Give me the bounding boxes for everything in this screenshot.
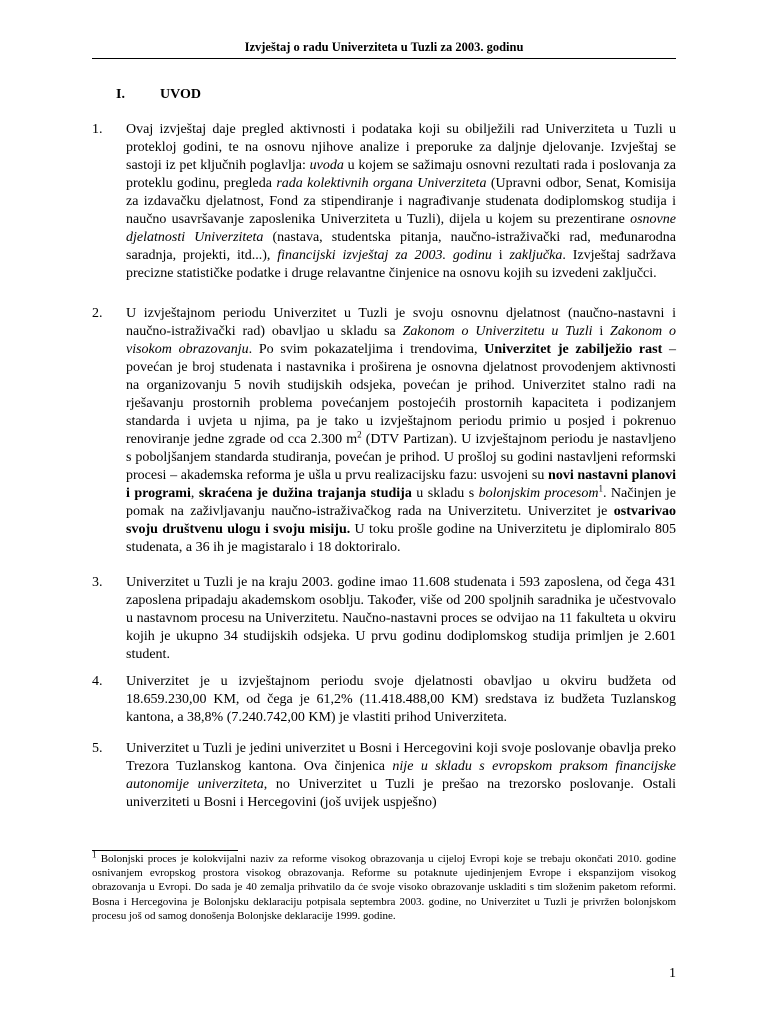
footnote bbox=[92, 849, 676, 923]
text-run: Ovaj izvještaj daje pregled aktivnosti i podataka koji su obilježili rad Univerziteta u Tuzli u protekloj godini, te na osnovu njihove analize i preporuke za daljnje djelovanje. Izvještaj se sastoji iz pet ključnih poglavlja: bbox=[126, 122, 676, 173]
section-heading bbox=[116, 87, 201, 103]
paragraph-number: 4. bbox=[92, 674, 103, 689]
text-run: i bbox=[592, 324, 611, 339]
paragraph-4 bbox=[92, 673, 676, 727]
text-run: . Po svim pokazateljima i trendovima, bbox=[248, 342, 485, 357]
page-number: 1 bbox=[669, 966, 676, 981]
text-run-bold: ostvarivao svoju društvenu ulogu i svoju misiju. bbox=[126, 504, 676, 537]
footnote-reference[interactable]: 1 bbox=[598, 483, 603, 494]
footnote-mark: 1 bbox=[92, 849, 97, 860]
text-run-italic: bolonjskim procesom bbox=[478, 486, 599, 501]
section-title: UVOD bbox=[160, 87, 201, 102]
text-run: u kojem se sažimaju osnovni rezultati rada i poslovanja za proteklu godinu, pregleda bbox=[126, 158, 676, 191]
footnote-separator bbox=[92, 850, 238, 851]
page-header-title: Izvještaj o radu Univerziteta u Tuzli za 2003. godinu bbox=[244, 40, 524, 54]
paragraph-text bbox=[126, 305, 676, 557]
paragraph-number: 2. bbox=[92, 306, 103, 321]
text-run-italic: Zakonom o visokom obrazovanju bbox=[126, 324, 676, 357]
paragraph-text bbox=[126, 740, 676, 812]
paragraph-5 bbox=[92, 740, 676, 812]
text-run: , no Univerzitet u Tuzli je prešao na trezorsko poslovanje. Ostali univerziteti u Bosni i Hercegovini (još uvijek uspješno) bbox=[126, 777, 676, 810]
text-run: (nastava, studentska pitanja, naučno-istraživački rad, međunarodna saradnja, projekti, itd...), bbox=[126, 230, 676, 263]
text-run-italic: financijski izvještaj za 2003. godinu bbox=[277, 248, 492, 263]
text-run-bold: novi nastavni planovi i programi bbox=[126, 468, 676, 501]
paragraph-1 bbox=[92, 121, 676, 283]
text-run: , bbox=[190, 486, 199, 501]
text-run-italic: zaključka bbox=[509, 248, 563, 263]
paragraph-3 bbox=[92, 574, 676, 664]
text-run: Univerzitet u Tuzli je jedini univerzitet u Bosni i Hercegovini koji svoje poslovanje obavlja preko Trezora Tuzlanskog kantona. Ova činjenica bbox=[126, 741, 676, 774]
text-run-bold: Univerzitet je zabilježio rast bbox=[484, 342, 663, 357]
section-number: I. bbox=[116, 87, 125, 102]
paragraph-text bbox=[126, 574, 676, 664]
text-run: – povećan je broj studenata i nastavnika i proširena je osnovna djelatnost provodenjem aktivnosti na organizovanju 5 novih studijskih odsjeka, povećan je prihod. Univerzitet stalno radi na rješavanju prostornih problema povećanjem postojećih prostornih kapaciteta i podizanjem standarda i uvjeta u njima, pa je tako u izvještajnom periodu primio u posjed i pokrenuo renoviranje jedne zgrade od cca 2.300 m bbox=[126, 342, 677, 447]
paragraph-text bbox=[126, 673, 676, 727]
text-run-italic: nije u skladu s evropskom praksom financijske autonomije univerziteta bbox=[126, 759, 676, 792]
text-run: (Upravni odbor, Senat, Komisija za izdavačku djelatnost, Fond za stipendiranje i nagrađivanje studenata dodiplomskog studija i naučno usavršavanje zaposlenika Univerziteta u Tuzli), dijela u kojem su prezentirane bbox=[126, 176, 676, 227]
text-run-bold: skraćena je dužina trajanja studija bbox=[198, 486, 412, 501]
superscript: 2 bbox=[357, 429, 362, 440]
text-run: U toku prošle godine na Univerzitetu je diplomiralo 805 studenata, a 36 ih je magistaralo i 18 doktoriralo. bbox=[126, 522, 676, 555]
text-run: Univerzitet u Tuzli je na kraju 2003. godine imao 11.608 studenata i 593 zaposlena, od čega 431 zaposlena pripadaju akademskom osoblju. Također, više od 200 spoljnih saradnika je učestvovalo u nastavnom procesu na Univerzitetu. Naučno-nastavni proces se odvijao na 11 fakulteta u okviru kojih je ukupno 34 studijskih odsjeka. U prvu godinu dodiplomskog studija primljen je 2.601 student. bbox=[126, 575, 676, 662]
text-run: u skladu s bbox=[411, 486, 479, 501]
text-run-italic: rada kolektivnih organa Univerziteta bbox=[276, 176, 487, 191]
text-run-italic: osnovne djelatnosti Univerziteta bbox=[126, 212, 676, 245]
text-run: i bbox=[491, 248, 510, 263]
text-run-italic: uvoda bbox=[309, 158, 344, 173]
paragraph-number: 3. bbox=[92, 575, 103, 590]
text-run: U izvještajnom periodu Univerzitet u Tuzli je svoju osnovnu djelatnost (naučno-nastavni i naučno-istraživački rad) obavljao u skladu sa bbox=[126, 306, 676, 339]
text-run-italic: Zakonom o Univerzitetu u Tuzli bbox=[402, 324, 593, 339]
footnote-text: Bolonjski proces je kolokvijalni naziv za reforme visokog obrazovanja u cijeloj Evropi koje se trebaju okončati 2010. godine osnivanjem evropskog prostora visokog obrazovanja. Reforme su potaknute ujedinjenjem Evrope i ekspanzijom visokog obrazovanja u Evropi. Do sada je 40 zemalja prihvatilo da će svoje visoko obrazovanje uskladiti s tim složenim paketom reformi. Bosna i Hercegovina je Bolonjsku deklaraciju potpisala septembra 2003. godine, no Univerzitet u Tuzli je privržen bolonjskom procesu još od samog donošenja Bolonjske deklaracije 1999. godine. bbox=[92, 853, 676, 922]
text-run: Univerzitet je u izvještajnom periodu svoje djelatnosti obavljao u okviru budžeta od 18.659.230,00 KM, od čega je 61,2% (11.418.488,00 KM) sredstava iz budžeta Tuzlanskog kantona, a 38,8% (7.240.742,00 KM) je vlastiti prihod Univerziteta. bbox=[126, 674, 676, 725]
text-run: (DTV Partizan). U izvještajnom periodu je nastavljeno s poboljšanjem standarda studiranja, povećan je prihod. U prošloj su godini nastavljeni reformski procesi – akademska reforma je ušla u prvu realizacijsku fazu: usvojeni su bbox=[126, 432, 676, 483]
paragraph-text bbox=[126, 121, 676, 283]
text-run: . Načinjen je pomak na zaživljavanju naučno-istraživačkog rada na Univerzitetu. Univerzitet je bbox=[126, 486, 677, 519]
paragraph-2 bbox=[92, 305, 676, 557]
paragraph-number: 5. bbox=[92, 741, 103, 756]
header-rule bbox=[92, 58, 676, 59]
text-run: . Izvještaj sadržava precizne statističke podatke i druge relavantne činjenice na osnovu kojih su izvedeni zaključci. bbox=[126, 248, 677, 281]
paragraph-number: 1. bbox=[92, 122, 103, 137]
